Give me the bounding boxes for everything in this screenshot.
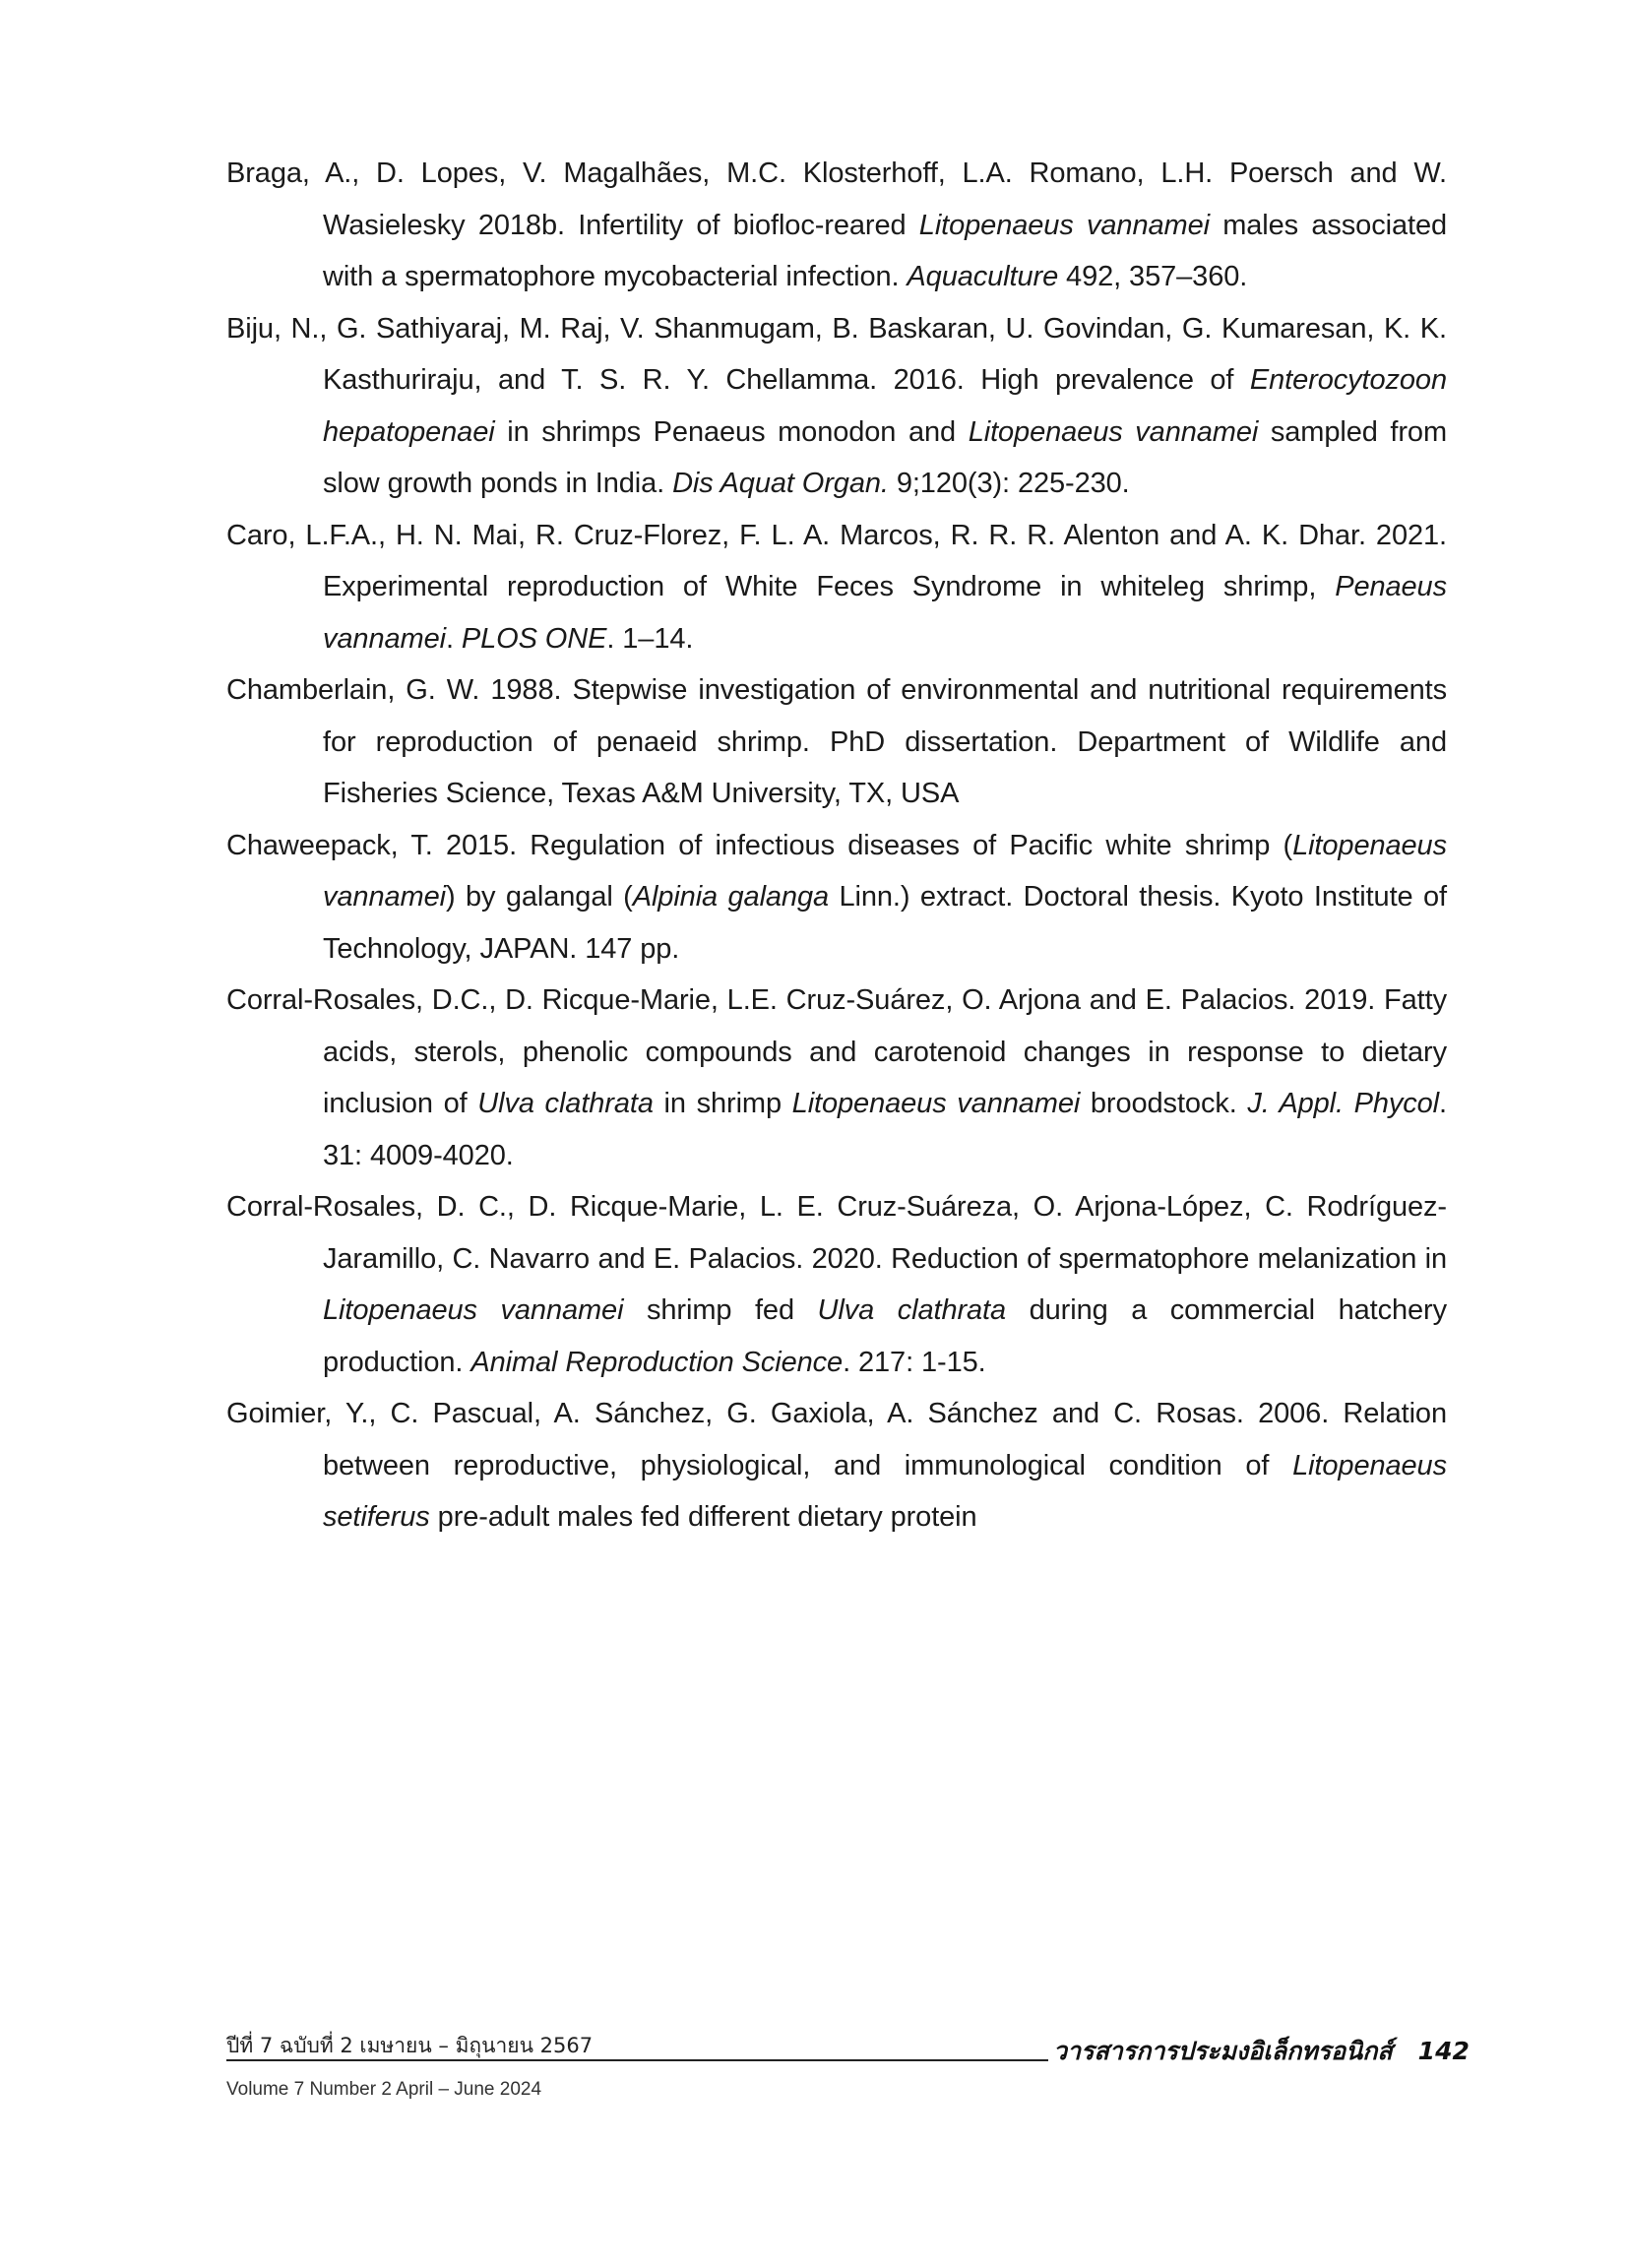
italic-text: Litopenaeus vannamei (918, 209, 1210, 241)
reference-entry (226, 1181, 1447, 1388)
italic-text: Aquaculture (907, 261, 1059, 292)
reference-entry (226, 1388, 1447, 1544)
italic-text: PLOS ONE (461, 622, 607, 655)
reference-text: Caro, L.F.A., H. N. Mai, R. Cruz-Florez, F. L. A. Marcos, R. R. R. Alenton and A. K. Dhar. 2021. Experimental reproduction of White Feces Syndrome in whiteleg shrimp, (226, 519, 1447, 602)
reference-text: Chaweepack, T. 2015. Regulation of infectious diseases of Pacific white shrimp ( (226, 829, 1293, 861)
reference-text: . (445, 622, 462, 655)
italic-text: Litopenaeus setiferus (323, 1449, 1447, 1533)
reference-text: shrimp fed (623, 1294, 818, 1326)
reference-entry (226, 975, 1447, 1181)
reference-text: Corral-Rosales, D.C., D. Ricque-Marie, L.E. Cruz-Suárez, O. Arjona and E. Palacios. 2019. Fatty acids, sterols, phenolic compounds and carotenoid changes in response to dietary inclusion of (226, 984, 1447, 1119)
journal-name: วารสารการประมงอิเล็กทรอนิกส์ (1053, 2037, 1393, 2065)
reference-entry (226, 303, 1447, 510)
page-number: 142 (1417, 2037, 1470, 2065)
italic-text: Alpinia galanga (632, 881, 830, 913)
reference-text: during a commercial hatchery production. (323, 1294, 1448, 1378)
reference-text: Goimier, Y., C. Pascual, A. Sánchez, G. Gaxiola, A. Sánchez and C. Rosas. 2006. Relation between reproductive, physiological, and immunological condition of (226, 1398, 1447, 1481)
reference-text: Braga, A., D. Lopes, V. Magalhães, M.C. Klosterhoff, L.A. Romano, L.H. Poersch and W. Wasielesky 2018b. Infertility of biofloc-reared (226, 158, 1447, 241)
reference-text: 9;120(3): 225-230. (888, 468, 1130, 499)
italic-text: Enterocytozoon hepatopenaei (323, 364, 1447, 448)
reference-entry (226, 820, 1447, 976)
reference-text: Chamberlain, G. W. 1988. Stepwise investigation of environmental and nutritional requirements for reproduction of penaeid shrimp. PhD dissertation. Department of Wildlife and Fisheries Science, Texas A&M University, TX, USA (226, 674, 1447, 809)
reference-text: in shrimps Penaeus monodon and (494, 415, 969, 448)
italic-text: Ulva clathrata (817, 1294, 1007, 1326)
reference-text: . 1–14. (606, 622, 694, 655)
italic-text: J. Appl. Phycol (1247, 1088, 1440, 1119)
reference-text: . 31: 4009-4020. (323, 1088, 1447, 1171)
reference-text: pre-adult males fed different dietary protein (429, 1501, 977, 1533)
reference-entry (226, 510, 1447, 665)
italic-text: Litopenaeus vannamei (323, 1294, 624, 1326)
footer-english-issue: Volume 7 Number 2 April – June 2024 (226, 2079, 542, 2100)
footer-journal-title (1053, 2032, 1470, 2071)
footer-divider (226, 2059, 1048, 2061)
reference-text: 492, 357–360. (1058, 261, 1248, 292)
reference-text: Biju, N., G. Sathiyaraj, M. Raj, V. Shanmugam, B. Baskaran, U. Govindan, G. Kumaresan, K. K. Kasthuriraju, and T. S. R. Y. Chellamma. 2016. High prevalence of (226, 312, 1447, 396)
italic-text: Dis Aquat Organ. (672, 468, 889, 499)
reference-text: sampled from slow growth ponds in India. (323, 415, 1448, 499)
reference-entry (226, 148, 1447, 303)
italic-text: Ulva clathrata (477, 1088, 654, 1119)
reference-text: ) by galangal ( (445, 881, 633, 913)
footer-thai-issue: ปีที่ 7 ฉบับที่ 2 เมษายน – มิถุนายน 2567 (226, 2034, 594, 2057)
page-footer (226, 2030, 1496, 2109)
italic-text: Animal Reproduction Science (470, 1346, 844, 1378)
reference-entry (226, 664, 1447, 820)
reference-text: Corral-Rosales, D. C., D. Ricque-Marie, L. E. Cruz-Suáreza, O. Arjona-López, C. Rodríguez-Jaramillo, C. Navarro and E. Palacios. 2020. Reduction of spermatophore melanization in (226, 1191, 1447, 1275)
reference-text: broodstock. (1080, 1088, 1248, 1119)
reference-text: males associated with a spermatophore mycobacterial infection. (323, 209, 1447, 292)
italic-text: Penaeus vannamei (323, 571, 1447, 655)
reference-text: Linn.) extract. Doctoral thesis. Kyoto Institute of Technology, JAPAN. 147 pp. (323, 881, 1447, 965)
reference-list (226, 148, 1447, 1544)
italic-text: Litopenaeus vannamei (968, 415, 1259, 448)
italic-text: Litopenaeus vannamei (323, 829, 1447, 913)
italic-text: Litopenaeus vannamei (791, 1088, 1081, 1119)
reference-text: . 217: 1-15. (843, 1346, 986, 1378)
reference-text: in shrimp (653, 1088, 792, 1119)
